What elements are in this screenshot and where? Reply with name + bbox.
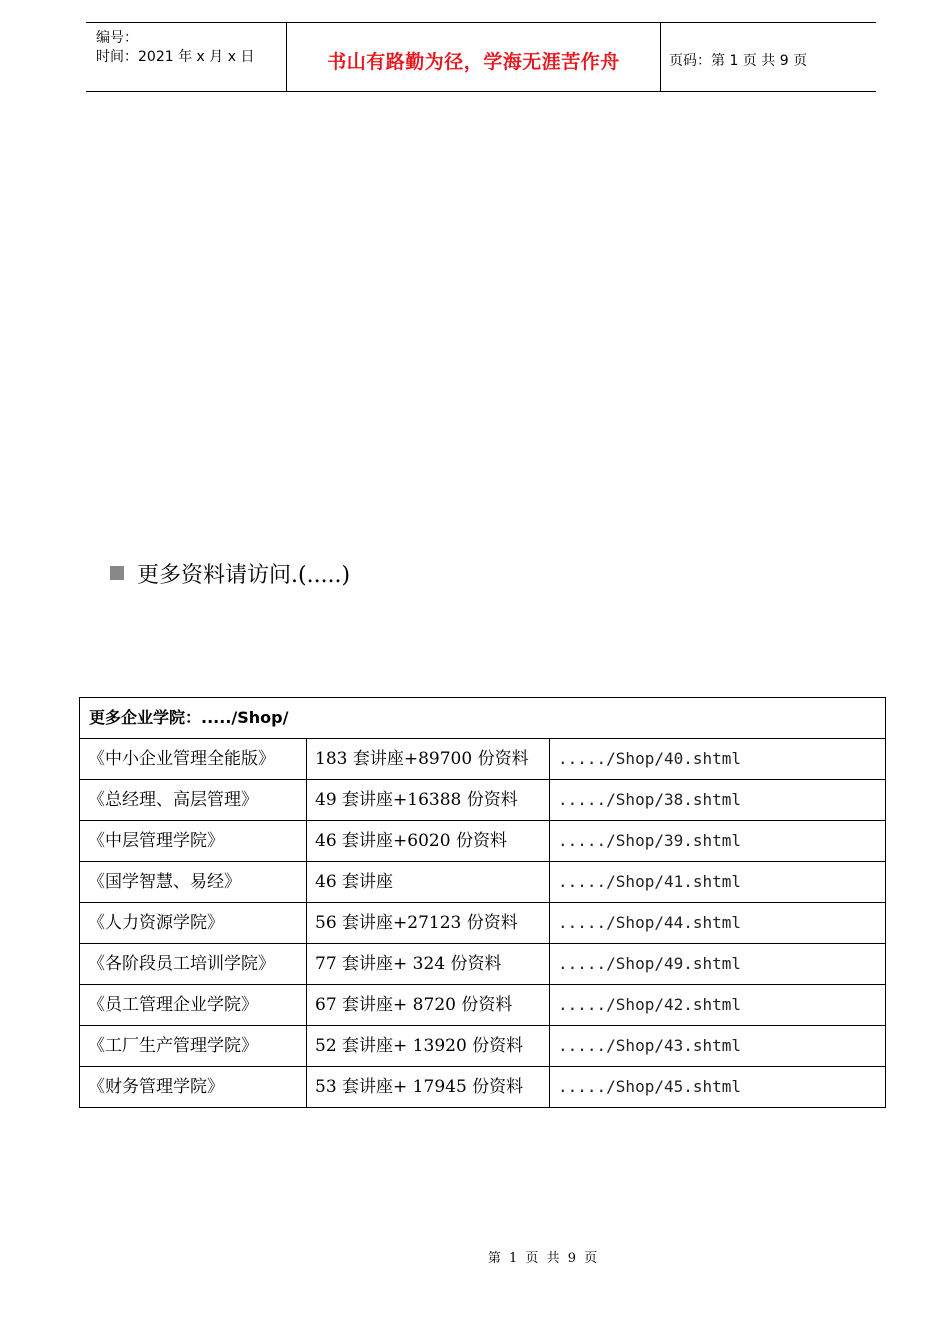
course-name: 《员工管理企业学院》 bbox=[80, 985, 307, 1026]
header-meta-cell bbox=[86, 23, 286, 91]
table-row bbox=[80, 821, 886, 862]
course-content: 53 套讲座+ 17945 份资料 bbox=[307, 1067, 550, 1108]
table-row bbox=[80, 862, 886, 903]
course-content: 49 套讲座+16388 份资料 bbox=[307, 780, 550, 821]
course-link[interactable]: ...../Shop/42.shtml bbox=[550, 985, 886, 1026]
course-content: 77 套讲座+ 324 份资料 bbox=[307, 944, 550, 985]
document-number-label: 编号： bbox=[96, 30, 138, 46]
table-row bbox=[80, 780, 886, 821]
course-content: 46 套讲座 bbox=[307, 862, 550, 903]
course-name: 《中层管理学院》 bbox=[80, 821, 307, 862]
table-heading: 更多企业学院：...../Shop/ bbox=[80, 698, 886, 739]
course-name: 《各阶段员工培训学院》 bbox=[80, 944, 307, 985]
course-link[interactable]: ...../Shop/44.shtml bbox=[550, 903, 886, 944]
course-link[interactable]: ...../Shop/38.shtml bbox=[550, 780, 886, 821]
course-link[interactable]: ...../Shop/45.shtml bbox=[550, 1067, 886, 1108]
header-motto: 书山有路勤为径，学海无涯苦作舟 bbox=[327, 51, 620, 73]
page-header bbox=[86, 22, 876, 92]
course-content: 183 套讲座+89700 份资料 bbox=[307, 739, 550, 780]
course-name: 《中小企业管理全能版》 bbox=[80, 739, 307, 780]
table-row bbox=[80, 903, 886, 944]
course-link[interactable]: ...../Shop/39.shtml bbox=[550, 821, 886, 862]
table-row bbox=[80, 1026, 886, 1067]
header-page-number: 页码：第 1 页 共 9 页 bbox=[669, 53, 808, 69]
course-name: 《工厂生产管理学院》 bbox=[80, 1026, 307, 1067]
course-name: 《国学智慧、易经》 bbox=[80, 862, 307, 903]
table-row bbox=[80, 985, 886, 1026]
academy-table bbox=[79, 697, 886, 1108]
page-footer-number: 第 1 页 共 9 页 bbox=[487, 1251, 598, 1266]
square-bullet-icon bbox=[110, 566, 124, 580]
table-row bbox=[80, 1067, 886, 1108]
document-date-label: 时间：2021 年 x 月 x 日 bbox=[96, 49, 255, 65]
table-row bbox=[80, 739, 886, 780]
header-motto-cell bbox=[286, 23, 661, 91]
header-page-cell bbox=[660, 23, 876, 91]
course-content: 56 套讲座+27123 份资料 bbox=[307, 903, 550, 944]
course-name: 《财务管理学院》 bbox=[80, 1067, 307, 1108]
course-content: 46 套讲座+6020 份资料 bbox=[307, 821, 550, 862]
table-heading-row bbox=[80, 698, 886, 739]
course-name: 《总经理、高层管理》 bbox=[80, 780, 307, 821]
table-row bbox=[80, 944, 886, 985]
course-link[interactable]: ...../Shop/43.shtml bbox=[550, 1026, 886, 1067]
course-link[interactable]: ...../Shop/41.shtml bbox=[550, 862, 886, 903]
course-name: 《人力资源学院》 bbox=[80, 903, 307, 944]
course-content: 67 套讲座+ 8720 份资料 bbox=[307, 985, 550, 1026]
course-link[interactable]: ...../Shop/49.shtml bbox=[550, 944, 886, 985]
course-content: 52 套讲座+ 13920 份资料 bbox=[307, 1026, 550, 1067]
course-link[interactable]: ...../Shop/40.shtml bbox=[550, 739, 886, 780]
more-info-line bbox=[110, 558, 350, 589]
more-info-text: 更多资料请访问.(.....) bbox=[137, 563, 351, 588]
